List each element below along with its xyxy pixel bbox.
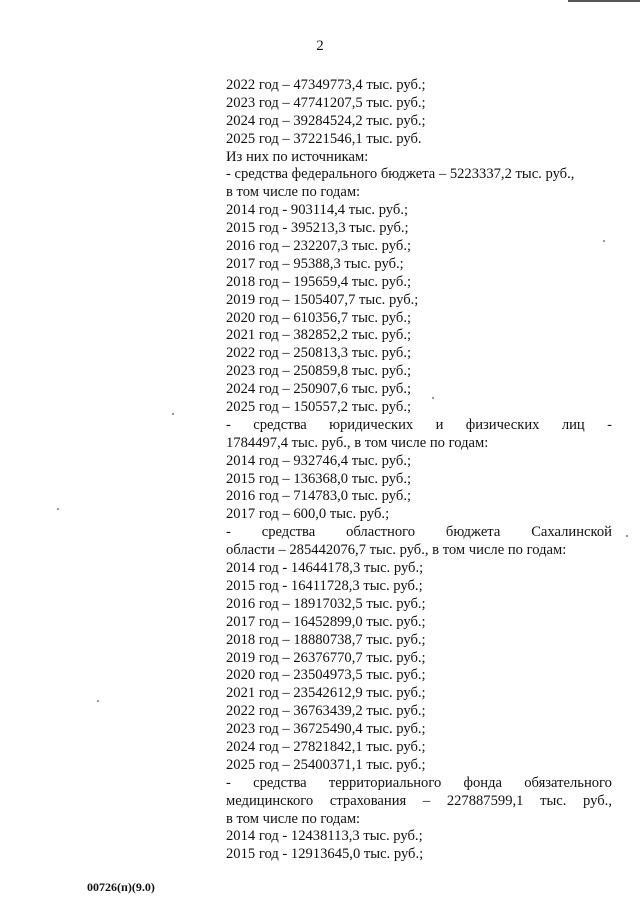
text-line: 2022 год – 47349773,4 тыс. руб.; (226, 77, 426, 93)
word: бюджета (445, 524, 501, 541)
word: руб., (583, 792, 612, 809)
word: - (607, 416, 612, 433)
word: медицинского (226, 792, 314, 809)
word: фонда (463, 774, 502, 791)
text-line: 2014 год - 14644178,3 тыс. руб.; (226, 560, 424, 577)
text-line: 2017 год – 600,0 тыс. руб.; (226, 506, 390, 523)
word: средства (253, 774, 307, 791)
word: средства (253, 416, 307, 433)
text-line: 2015 год - 12913645,0 тыс. руб.; (226, 846, 424, 863)
text-line: 2018 год – 18880738,7 тыс. руб.; (226, 631, 426, 648)
footer-code: 00726(п)(9.0) (87, 880, 155, 894)
justified-text-line (226, 775, 612, 793)
text-line: 1784497,4 тыс. руб., в том числе по годам: (226, 434, 489, 451)
text-line: 2014 год - 12438113,3 тыс. руб.; (226, 828, 423, 845)
text-line: 2023 год – 47741207,5 тыс. руб.; (226, 94, 426, 111)
text-line: 2025 год – 150557,2 тыс. руб.; (226, 399, 412, 416)
text-line: 2023 год – 250859,8 тыс. руб.; (226, 363, 412, 380)
word: - (226, 774, 231, 791)
text-line: 2014 год - 903114,4 тыс. руб.; (226, 202, 409, 219)
text-line: области – 285442076,7 тыс. руб., в том числе по годам: (226, 542, 567, 559)
text-line: 2016 год – 18917032,5 тыс. руб.; (226, 595, 426, 612)
word: – (422, 792, 431, 809)
scan-speck (57, 508, 59, 510)
justified-text-line (226, 524, 612, 542)
word: тыс. (540, 792, 567, 809)
text-line: - средства федерального бюджета – 5223337,2 тыс. руб., (226, 166, 575, 183)
document-body (226, 77, 612, 864)
justified-text-line (226, 793, 612, 811)
text-line: в том числе по годам: (226, 810, 361, 827)
scan-speck (172, 413, 174, 415)
justified-text-line (226, 417, 612, 435)
text-line: 2024 год – 27821842,1 тыс. руб.; (226, 738, 426, 755)
text-line: 2024 год – 39284524,2 тыс. руб.; (226, 112, 426, 129)
text-line: 2025 год – 25400371,1 тыс. руб.; (226, 756, 426, 773)
text-line: 2017 год – 95388,3 тыс. руб.; (226, 255, 404, 272)
word: Сахалинской (531, 524, 612, 541)
word: - (226, 416, 231, 433)
text-line: Из них по источникам: (226, 148, 369, 165)
text-line: 2021 год – 23542612,9 тыс. руб.; (226, 685, 426, 702)
text-line: 2025 год – 37221546,1 тыс. руб. (226, 130, 422, 147)
word: юридических (329, 416, 414, 433)
scan-speck (97, 700, 99, 702)
word: областного (346, 524, 416, 541)
word: обязательного (524, 774, 612, 791)
page-number: 2 (316, 38, 324, 54)
text-line: 2019 год – 26376770,7 тыс. руб.; (226, 649, 426, 666)
text-line: в том числе по годам: (226, 184, 361, 201)
text-line: 2014 год – 932746,4 тыс. руб.; (226, 452, 412, 469)
text-line: 2019 год – 1505407,7 тыс. руб.; (226, 291, 419, 308)
text-line: 2018 год – 195659,4 тыс. руб.; (226, 273, 412, 290)
text-line: 2020 год – 610356,7 тыс. руб.; (226, 309, 412, 326)
word: 227887599,1 (446, 792, 524, 809)
text-line: 2023 год – 36725490,4 тыс. руб.; (226, 721, 426, 738)
word: физических (465, 416, 540, 433)
text-line: 2022 год – 36763439,2 тыс. руб.; (226, 703, 426, 720)
text-line: 2020 год – 23504973,5 тыс. руб.; (226, 667, 426, 684)
word: территориального (328, 774, 442, 791)
word: и (435, 416, 444, 433)
word: средства (261, 524, 316, 541)
word: - (226, 524, 231, 541)
text-line: 2015 год – 136368,0 тыс. руб.; (226, 470, 412, 487)
scan-speck (626, 535, 628, 537)
text-line: 2024 год – 250907,6 тыс. руб.; (226, 381, 412, 398)
text-line: 2017 год – 16452899,0 тыс. руб.; (226, 613, 426, 630)
scan-edge-mark (568, 0, 640, 2)
text-line: 2015 год - 395213,3 тыс. руб.; (226, 220, 409, 237)
word: лиц (561, 416, 585, 433)
word: страхования (329, 792, 407, 809)
text-line: 2016 год – 714783,0 тыс. руб.; (226, 488, 412, 505)
text-line: 2015 год - 16411728,3 тыс. руб.; (226, 577, 423, 594)
text-line: 2022 год – 250813,3 тыс. руб.; (226, 345, 412, 362)
text-line: 2021 год – 382852,2 тыс. руб.; (226, 327, 412, 344)
text-line: 2016 год – 232207,3 тыс. руб.; (226, 238, 412, 255)
